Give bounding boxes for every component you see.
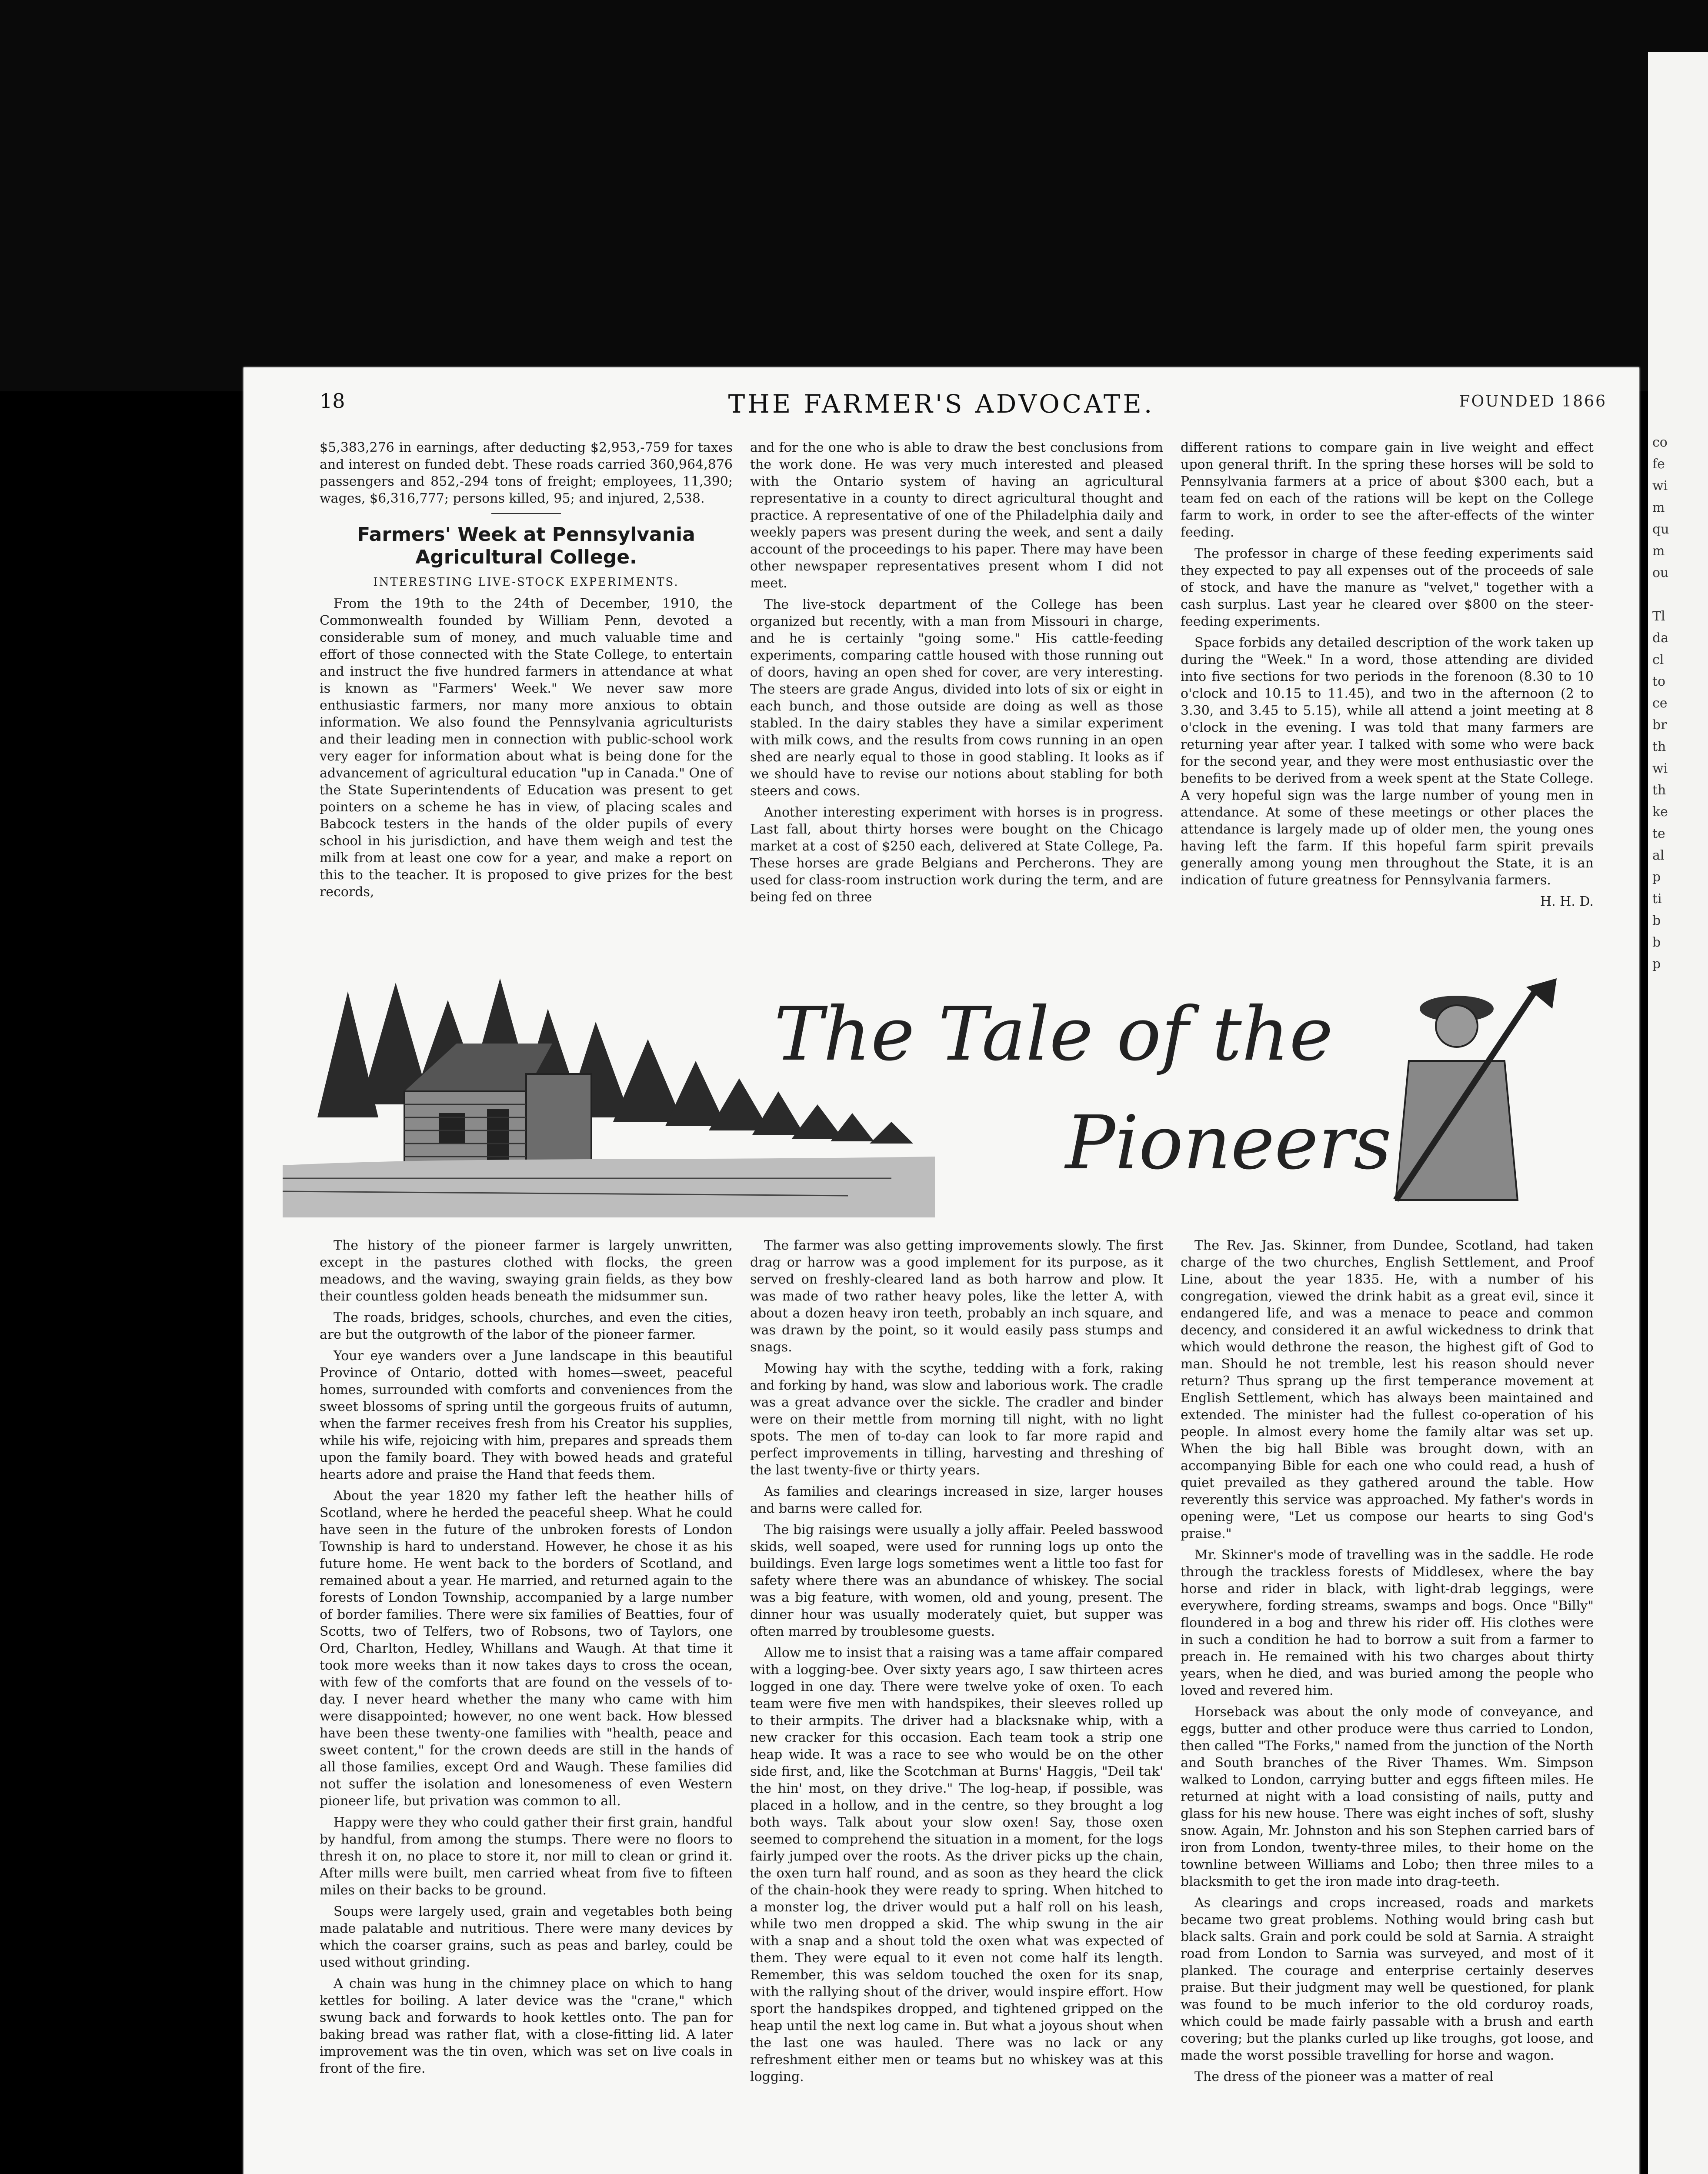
author-signature: H. H. D. <box>1540 894 1594 909</box>
section-divider <box>491 513 561 514</box>
adjacent-page-fragment: da <box>1652 630 1669 646</box>
column-3-top <box>1181 439 1594 914</box>
article-paragraph: Mowing hay with the scythe, tedding with a fork, raking and forking by hand, was slow and laborious work. The cradle was a great advance over the sickle. The cradler and binder were on their mettle from morning till night, with no light spots. The men of to-day can look to far more rapid and perfect improvements in tilling, harvesting and threshing of the last twenty-five or thirty years. <box>750 1361 1163 1478</box>
adjacent-page-fragment: br <box>1652 717 1667 733</box>
adjacent-page-fragment: p <box>1652 870 1661 885</box>
article-paragraph: Happy were they who could gather their first grain, handful by handful, from among the stumps. There were no floors to thresh it on, no place to store it, nor mill to clean or grind it. After mills were built, men carried wheat from five to fifteen miles on their backs to be ground. <box>320 1815 733 1898</box>
adjacent-page-fragment: ce <box>1652 696 1668 711</box>
article-paragraph: Allow me to insist that a raising was a tame affair compared with a logging-bee. Over sixty years ago, I saw thirteen acres logged in one day. There were twelve yoke of oxen. To each team were five men with handspikes, their sleeves rolled up to their armpits. The driver had a blacksnake whip, with a new cracker for this occasion. Each team took a strip one heap wide. It was a race to see who would be on the other side first, and, like the Scotchman at Burns' Haggis, "Deil tak' the hin' most, on they drive." The log-heap, if possible, was placed in a hollow, and in the centre, so they brought a log both ways. Talk about your slow oxen! Say, those oxen seemed to comprehend the situation in a moment, for the logs fairly jumped over the roots. As the driver picks up the chain, the oxen turn half round, and as soon as they heard the click of the chain-hook they were ready to spring. When hitched to a monster log, the driver would put a half roll on his leash, while two men dropped a skid. The whip swung in the air with a snap and a shout told the oxen what was expected of them. They were equal to it even not come half its length. Remember, this was seldom touched the oxen for its snap, with the rallying shout of the driver, would inspire effort. How sport the handspikes dropped, and tightened gripped on the heap until the next log came in. But what a joyous shout when the last one was hauled. There was no lack or any refreshment either men or teams but no whiskey was at this logging. <box>750 1645 1163 2084</box>
article-paragraph: The history of the pioneer farmer is largely unwritten, except in the pastures clothed with flocks, the green meadows, and the waving, swaying grain fields, as they bow their countless golden heads beneath the midsummer sun. <box>320 1238 733 1304</box>
adjacent-page-fragment: qu <box>1652 522 1669 537</box>
article-paragraph: Another interesting experiment with horses is in progress. Last fall, about thirty horses were bought on the Chicago market at a cost of $250 each, delivered at State College, Pa. These horses are grade Belgians and Percherons. They are used for class-room instruction work during the term, and are being fed on three <box>750 805 1163 905</box>
article-heading: Farmers' Week at Pennsylvania Agricultural College. <box>357 523 695 568</box>
column-1-bottom <box>320 1237 733 2081</box>
article-subheading: INTERESTING LIVE-STOCK EXPERIMENTS. <box>373 576 679 589</box>
article-paragraph: The big raisings were usually a jolly affair. Peeled basswood skids, well soaped, were used for running logs up onto the buildings. Even large logs sometimes went a little too fast for safety where there was an abundance of whiskey. The social was a big feature, with women, old and young, present. The dinner hour was usually moderately quiet, but supper was often marred by troublesome guests. <box>750 1522 1163 1639</box>
adjacent-page-fragment: te <box>1652 826 1665 841</box>
adjacent-page-fragment: b <box>1652 935 1661 950</box>
column-2-top <box>750 439 1163 910</box>
adjacent-page-fragment: co <box>1652 435 1668 450</box>
article-paragraph: From the 19th to the 24th of December, 1910, the Commonwealth founded by William Penn, devoted a considerable sum of money, and much valuable time and effort of those connected with the State College, to entertain and instruct the five hundred farmers in attendance at what is known as "Farmers' Week." We never saw more enthusiastic farmers, nor many more anxious to obtain information. We also found the Pennsylvania agriculturists and their leading men in connection with public-school work very eager for information about what is being done for the advancement of agricultural education "up in Canada." One of the State Superintendents of Education was present to get pointers on a scheme he has in view, of placing scales and Babcock testers in the hands of the older pupils of every school in his jurisdiction, and have them weigh and test the milk from at least one cow for a year, and make a report on this to the teacher. It is proposed to give prizes for the best records, <box>320 596 733 900</box>
article-paragraph: The live-stock department of the College has been organized but recently, with a man from Missouri in charge, and he is certainly "going some." His cattle-feeding experiments, comparing cattle housed with those running out of doors, having an open shed for cover, are very interesting. The steers are grade Angus, divided into lots of six or eight in each bunch, and those outside are doing as well as those stabled. In the dairy stables they have a similar experiment with milk cows, and the results from cows running in an open shed are nearly equal to those in good stabling. It looks as if we should have to revise our notions about stabling for both steers and cows. <box>750 597 1163 799</box>
adjacent-page-fragment: th <box>1652 783 1666 798</box>
article-paragraph: As clearings and crops increased, roads and markets became two great problems. Nothing would bring cash but black salts. Grain and pork could be sold at Sarnia. A straight road from London to Sarnia was surveyed, and most of it planked. The courage and enterprise certainly deserves praise. But their judgment may well be questioned, for plank was found to be much inferior to the old corduroy roads, which could be made fairly passable with a brush and earth covering; but the planks curled up like troughs, got loose, and made the worst possible travelling for horse and wagon. <box>1181 1895 1594 2063</box>
article-paragraph: The professor in charge of these feeding experiments said they expected to pay all expenses out of the proceeds of sale of stock, and have the manure as "velvet," together with a cash surplus. Last year he cleared over $800 on the steer-feeding experiments. <box>1181 546 1594 629</box>
banner-title-line1: The Tale of the <box>774 991 1333 1077</box>
article-paragraph: and for the one who is able to draw the best conclusions from the work done. He was very much interested and pleased with the Ontario system of having an agricultural representative in a county to direct agricultural thought and practice. A representative of one of the Philadelphia daily and weekly papers was present during the week, and sent a daily account of the proceedings to his paper. There may have been other newspaper representatives present whom I did not meet. <box>750 440 1163 591</box>
ground-illustration <box>283 1157 935 1217</box>
page-number: 18 <box>320 389 345 413</box>
adjacent-page-fragment: wi <box>1652 478 1668 493</box>
pioneer-figure-illustration <box>1396 978 1557 1200</box>
pioneers-banner-illustration <box>283 974 1609 1217</box>
adjacent-page-fragment: m <box>1652 500 1665 515</box>
railway-earnings-paragraph: $5,383,276 in earnings, after deducting $2,953,-759 for taxes and interest on funded debt. These roads carried 360,964,876 passengers and 852,-294 tons of freight; employees, 11,390; wages, $6,316,777; persons killed, 95; and injured, 2,538. <box>320 440 733 506</box>
article-paragraph: The Rev. Jas. Skinner, from Dundee, Scotland, had taken charge of the two churches, English Settlement, and Proof Line, about the year 1835. He, with a number of his congregation, viewed the drink habit as a great evil, since it endangered life, and was a menace to peace and common decency, and considered it an awful wickedness to drink that which would dethrone the reason, the highest gift of God to man. Should he not tremble, lest his reason should never return? Thus sprang up the first temperance movement at English Settlement, which has always been maintained and extended. The minister had the fullest co-operation of his people. In almost every home the family altar was set up. When the big hall Bible was brought down, with an accompanying Bible for each one who could read, a hush of quiet prevailed as they gathered around the table. How reverently this service was approached. My father's words in opening were, "Let us compose our hearts to sing God's praise." <box>1181 1238 1594 1541</box>
article-paragraph: About the year 1820 my father left the heather hills of Scotland, where he herded the peaceful sheep. What he could have seen in the future of the unbroken forests of London Township is hard to understand. However, he chose it as his future home. He went back to the borders of Scotland, and remained about a year. He married, and returned again to the forests of London Township, accompanied by a large number of border families. There were six families of Beatties, four of Scotts, two of Telfers, two of Robsons, two of Taylors, one Ord, Charlton, Hedley, Whillans and Waugh. At that time it took more weeks than it now takes days to cross the ocean, with few of the comforts that are found on the vessels of to-day. I never heard whether the many who came with him were disappointed; however, no one went back. How blessed have been these twenty-one families with "health, peace and sweet content," for the crown deeds are still in the hands of all those families, except Ord and Waugh. These families did not suffer the isolation and lonesomeness of even Western pioneer life, but privation was common to all. <box>320 1488 733 1809</box>
article-paragraph: different rations to compare gain in live weight and effect upon general thrift. In the spring these horses will be sold to Pennsylvania farmers at a price of about $300 each, but a team fed on each of the rations will be kept on the College farm to work, in order to see the after-effects of the winter feeding. <box>1181 440 1594 540</box>
column-3-bottom <box>1181 1237 1594 2090</box>
adjacent-page-fragment: ti <box>1652 891 1662 907</box>
scan-background <box>0 0 1708 391</box>
adjacent-page-fragment: Tl <box>1652 609 1665 624</box>
article-paragraph: A chain was hung in the chimney place on which to hang kettles for boiling. A later device was the "crane," which swung back and forwards to hook kettles onto. The pan for baking bread was rather flat, with a close-fitting lid. A later improvement was the tin oven, which was set on live coals in front of the fire. <box>320 1976 733 2076</box>
adjacent-page-fragment: to <box>1652 674 1666 689</box>
article-paragraph: The farmer was also getting improvements slowly. The first drag or harrow was a good implement for its purpose, as it served on freshly-cleared land as both harrow and plow. It was made of two rather heavy poles, like the letter A, with about a dozen heavy iron teeth, probably an inch square, and was drawn by the point, so it would easily pass stumps and snags. <box>750 1238 1163 1355</box>
banner-title-line2: Pioneers <box>1065 1100 1392 1186</box>
adjacent-page-fragment: cl <box>1652 652 1664 667</box>
article-paragraph: Horseback was about the only mode of conveyance, and eggs, butter and other produce were thus carried to London, then called "The Forks," named from the junction of the North and South branches of the River Thames. Wm. Simpson walked to London, carrying butter and eggs fifteen miles. He returned at night with a load consisting of nails, putty and glass for his new house. There was eight inches of soft, slushy snow. Again, Mr. Johnston and his son Stephen carried bars of iron from London, twenty-three miles, to their home on the townline between Williams and Lobo; then three miles to a blacksmith to get the iron made into drag-teeth. <box>1181 1704 1594 1889</box>
adjacent-page-fragment: p <box>1652 957 1661 972</box>
adjacent-page-fragment: ou <box>1652 565 1669 580</box>
article-paragraph: Mr. Skinner's mode of travelling was in the saddle. He rode through the trackless forests of Middlesex, where the bay horse and rider in black, with light-drab leggings, were everywhere, fording streams, swamps and bogs. Once "Billy" floundered in a bog and threw his rider off. His clothes were in such a condition he had to borrow a suit from a farmer to preach in. He remained with his two charges about thirty years, when he died, and was buried among the people who loved and revered him. <box>1181 1547 1594 1698</box>
article-paragraph: Your eye wanders over a June landscape in this beautiful Province of Ontario, dotted with homes—sweet, peaceful homes, surrounded with comforts and conveniences from the sweet blossoms of spring until the gorgeous fruits of autumn, when the farmer receives fresh from his Creator his supplies, while his wife, rejoicing with him, prepares and spreads them upon the family board. They with bowed heads and grateful hearts adore and praise the Hand that feeds them. <box>320 1348 733 1482</box>
adjacent-page-fragment: th <box>1652 739 1666 754</box>
article-paragraph: As families and clearings increased in size, larger houses and barns were called for. <box>750 1484 1163 1516</box>
column-2-bottom <box>750 1237 1163 2090</box>
adjacent-page-fragment: wi <box>1652 761 1668 776</box>
column-1-top <box>320 439 733 905</box>
article-paragraph: Soups were largely used, grain and vegetables both being made palatable and nutritious. There were many devices by which the coarser grains, such as peas and barley, could be used without grinding. <box>320 1904 733 1970</box>
founded-note: FOUNDED 1866 <box>1459 393 1607 410</box>
article-paragraph: The dress of the pioneer was a matter of real <box>1194 2069 1494 2084</box>
article-paragraph: The roads, bridges, schools, churches, and even the cities, are but the outgrowth of the labor of the pioneer farmer. <box>320 1310 733 1342</box>
publication-title: THE FARMER'S ADVOCATE. <box>728 389 1155 419</box>
adjacent-page-fragment: m <box>1652 544 1665 559</box>
adjacent-page-fragment: b <box>1652 913 1661 928</box>
adjacent-page-fragment: ke <box>1652 804 1668 820</box>
page-header <box>244 389 1639 420</box>
article-paragraph: Space forbids any detailed description of the work taken up during the "Week." In a word, those attending are divided into five sections for two periods in the forenoon (8.30 to 10 o'clock and 10.15 to 11.45), and two in the afternoon (2 to 3.30, and 3.45 to 5.15), while all attend a joint meeting at 8 o'clock in the evening. I was told that many farmers are returning year after year. I talked with some who were back for the second year, and they were most enthusiastic over the benefits to be derived from a week spent at the State College. A very hopeful sign was the large number of young men in attendance. At some of these meetings or other places the attendance is largely made up of older men, the young ones having left the farm. If this hopeful farm spirit prevails generally among young men throughout the State, it is an indication of future greatness for Pennsylvania farmers. <box>1181 635 1594 888</box>
newspaper-page <box>244 367 1639 2174</box>
adjacent-page-fragment: fe <box>1652 457 1665 472</box>
adjacent-page-fragment: al <box>1652 848 1665 863</box>
adjacent-page-strip <box>1648 52 1708 2174</box>
